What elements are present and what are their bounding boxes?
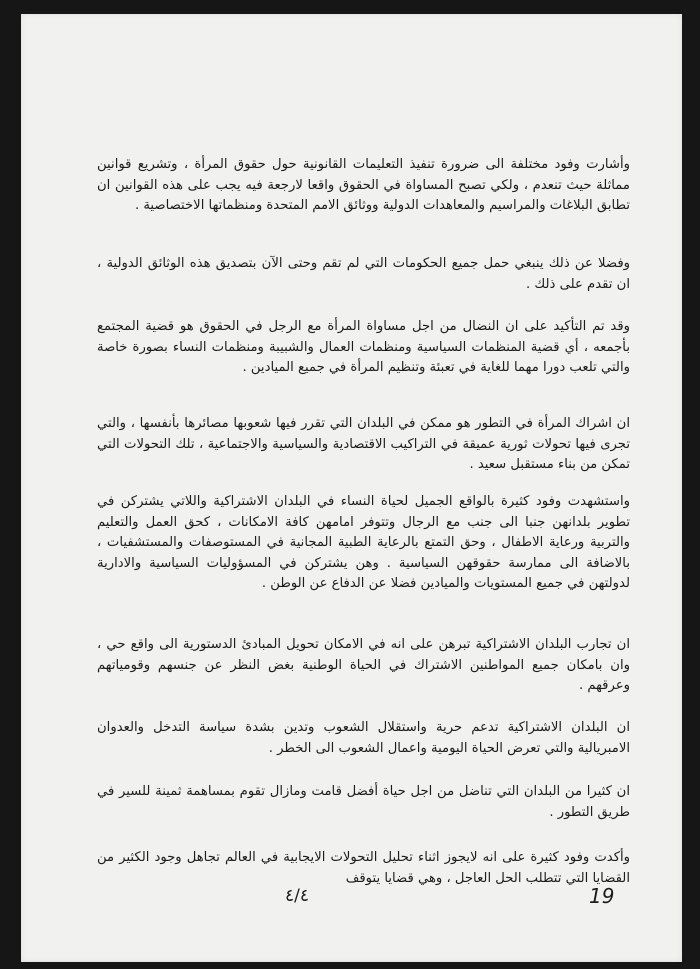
paragraph-text: وقد تم التأكيد على ان النضال من اجل مساواة المرأة مع الرجل في الحقوق هو قضية المجتمع بأجمعه ، أي قضية المنظمات السياسية ومنظمات العمال والشبيبة ومنظمات النساء بصورة خاصة والتي تلعب دورا مهما للغاية في تعبئة وتنظيم المرأة في جميع الميادين . xyxy=(97,319,630,375)
paragraph-7 xyxy=(97,718,630,759)
paragraph-text: واستشهدت وفود كثيرة بالواقع الجميل لحياة النساء في البلدان الاشتراكية واللاتي يشتركن في تطوير بلدانهن جنبا الى جنب مع الرجال وتتوفر امامهن كافة الامكانات ، كحق العمل والتعليم والتربية ورعاية الاطفال ، وحق التمتع بالرعاية الطبية المجانية في المستوصفات والمستشفيات ، بالاضافة الى ممارسة حقوقهن السياسية . وهن يشتركن في المسؤوليات السياسية والادارية لدولتهن في جميع المستويات والميادين فضلا عن الدفاع عن الوطن . xyxy=(97,494,630,591)
paragraph-text: وأكدت وفود كثيرة على انه لايجوز اثناء تحليل التحولات الايجابية في العالم تجاهل وجود الكثير من القضايا التي تتطلب الحل العاجل ، وهي قضايا يتوقف xyxy=(97,850,630,886)
paragraph-text: وأشارت وفود مختلفة الى ضرورة تنفيذ التعليمات القانونية حول حقوق المرأة ، وتشريع قوانين مماثلة حيث تنعدم ، ولكي تصبح المساواة في الحقوق واقعا لارجعة فيه يجب على هذه القوانين ان تطابق البلاغات والمراسيم والمعاهدات الدولية ووثائق الامم المتحدة ومنظماتها الاختصاصية . xyxy=(97,157,630,213)
paragraph-1 xyxy=(97,155,630,217)
paragraph-text: ان تجارب البلدان الاشتراكية تبرهن على انه في الامكان تحويل المبادئ الدستورية الى واقع حي ، وان بامكان جميع المواطنين الاشتراك في الحياة الوطنية بغض النظر عن جنسهم وقومياتهم وعرقهم . xyxy=(97,637,630,693)
paragraph-4 xyxy=(97,414,630,476)
paragraph-5 xyxy=(97,492,630,595)
paragraph-6 xyxy=(97,635,630,697)
page-fraction: ٤/٤ xyxy=(285,886,309,906)
paragraph-8 xyxy=(97,782,630,823)
paragraph-2 xyxy=(97,254,630,295)
paragraph-3 xyxy=(97,317,630,379)
paragraph-text: ان اشراك المرأة في التطور هو ممكن في البلدان التي تقرر فيها شعوبها مصائرها بأنفسها ، والتي تجرى فيها تحولات ثورية عميقة في التراكيب الاقتصادية والسياسية والاجتماعية ، تلك التحولات التي تمكن من بناء مستقبل سعيد . xyxy=(97,416,630,472)
paragraph-text: ان البلدان الاشتراكية تدعم حرية واستقلال الشعوب وتدين بشدة سياسة التدخل والعدوان الامبريالية والتي تعرض الحياة اليومية واعمال الشعوب الى الخطر . xyxy=(97,720,630,756)
paragraph-9 xyxy=(97,848,630,889)
document-page xyxy=(21,14,682,962)
paragraph-text: ان كثيرا من البلدان التي تناضل من اجل حياة أفضل قامت ومازال تقوم بمساهمة ثمينة للسير في طريق التطور . xyxy=(97,784,630,820)
page-number: 19 xyxy=(589,884,615,908)
paragraph-text: وفضلا عن ذلك ينبغي حمل جميع الحكومات التي لم تقم وحتى الآن بتصديق هذه الوثائق الدولية ، ان تقدم على ذلك . xyxy=(97,256,630,292)
